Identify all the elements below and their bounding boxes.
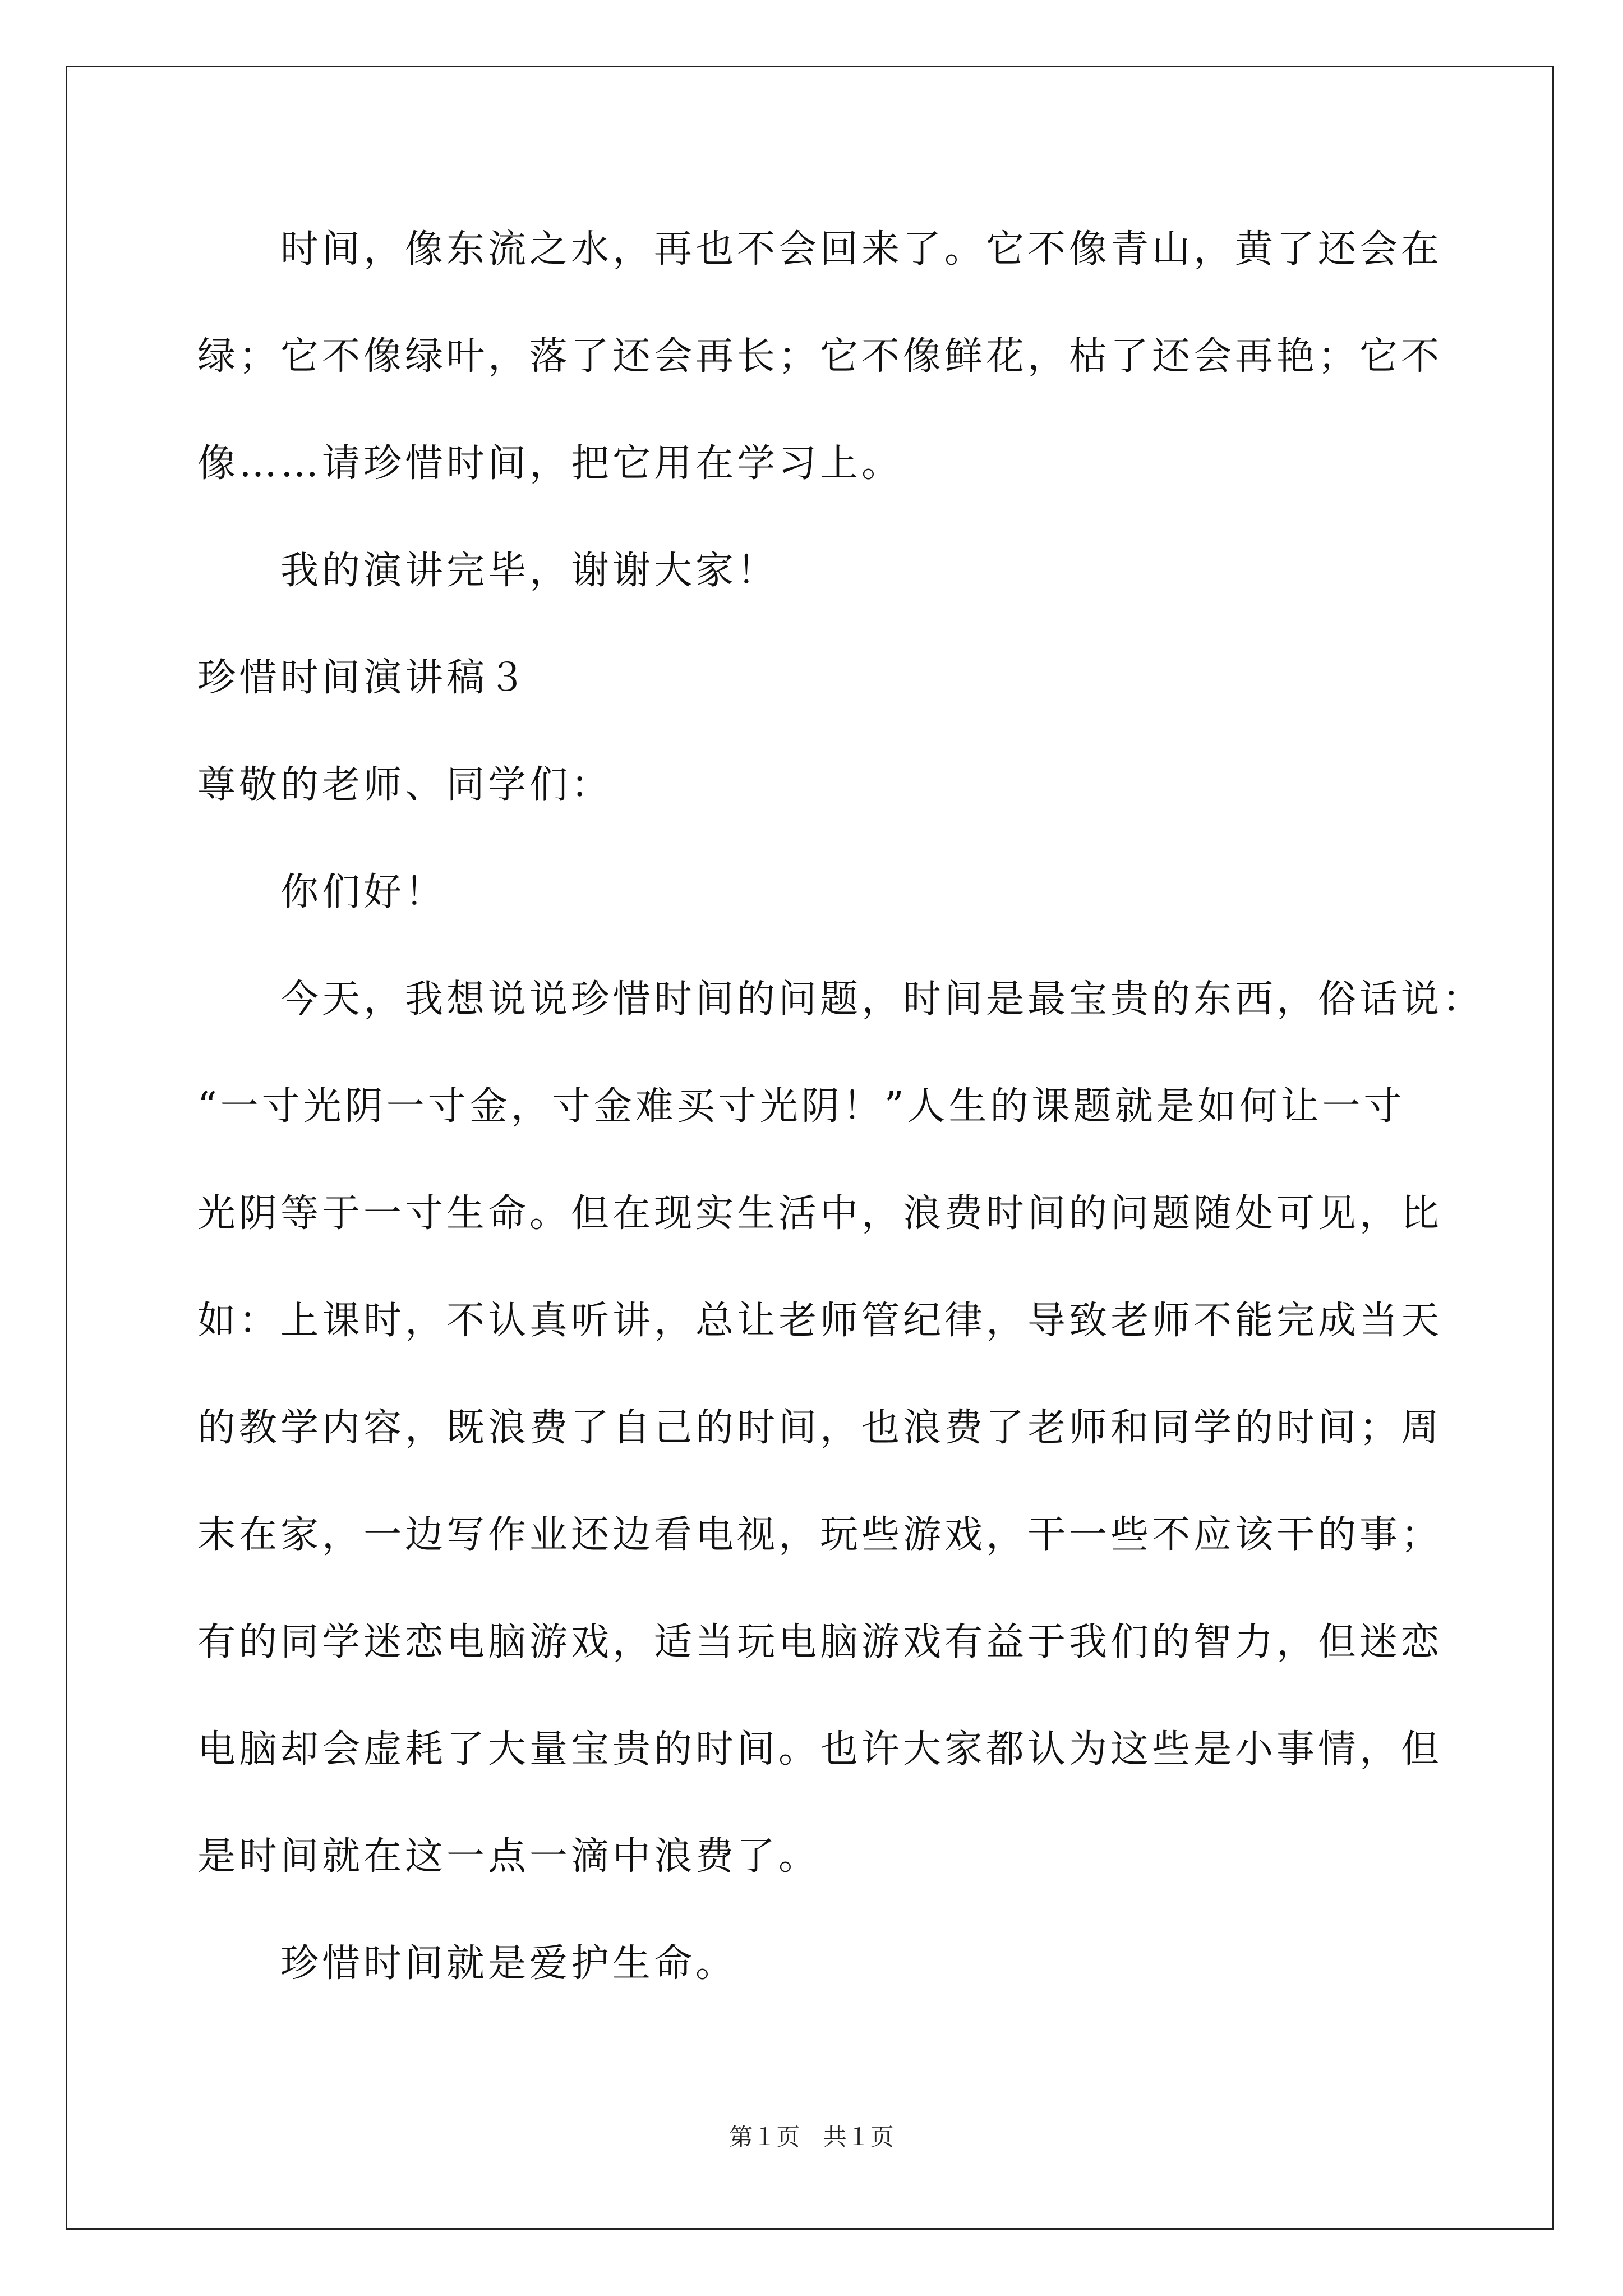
section-title: 珍惜时间演讲稿３ (197, 656, 530, 700)
page-footer (0, 2120, 1623, 2154)
greeting: 你们好！ (280, 870, 447, 914)
paragraph-line: 珍惜时间就是爱护生命。 (280, 1941, 737, 1986)
paragraph-line: 光阴等于一寸生命。但在现实生活中，浪费时间的问题随处可见，比 (197, 1191, 1443, 1236)
paragraph-line: 是时间就在这一点一滴中浪费了。 (197, 1834, 820, 1879)
paragraph-line: 末在家，一边写作业还边看电视，玩些游戏，干一些不应该干的事； (197, 1513, 1443, 1557)
paragraph-line: 时间，像东流之水，再也不会回来了。它不像青山，黄了还会在 (280, 227, 1443, 272)
paragraph-line: 绿；它不像绿叶，落了还会再长；它不像鲜花，枯了还会再艳；它不 (197, 334, 1443, 379)
page-total: 共１页 (823, 2123, 894, 2151)
paragraph-line: 今天，我想说说珍惜时间的问题，时间是最宝贵的东西，俗话说： (280, 977, 1484, 1022)
page-number: 第１页 (729, 2123, 800, 2151)
paragraph-line: 有的同学迷恋电脑游戏，适当玩电脑游戏有益于我们的智力，但迷恋 (197, 1620, 1443, 1664)
paragraph-line: 我的演讲完毕，谢谢大家！ (280, 549, 779, 593)
document-body (197, 213, 1484, 2035)
paragraph-line: 的教学内容，既浪费了自己的时间，也浪费了老师和同学的时间；周 (197, 1406, 1443, 1450)
paragraph-line: 如：上课时，不认真听讲，总让老师管纪律，导致老师不能完成当天 (197, 1299, 1443, 1343)
salutation: 尊敬的老师、同学们： (197, 763, 613, 807)
paragraph-line: “一寸光阴一寸金，寸金难买寸光阴！”人生的课题就是如何让一寸 (197, 1084, 1405, 1129)
paragraph-line: 像……请珍惜时间，把它用在学习上。 (197, 441, 903, 486)
paragraph-line: 电脑却会虚耗了大量宝贵的时间。也许大家都认为这些是小事情，但 (197, 1727, 1443, 1772)
